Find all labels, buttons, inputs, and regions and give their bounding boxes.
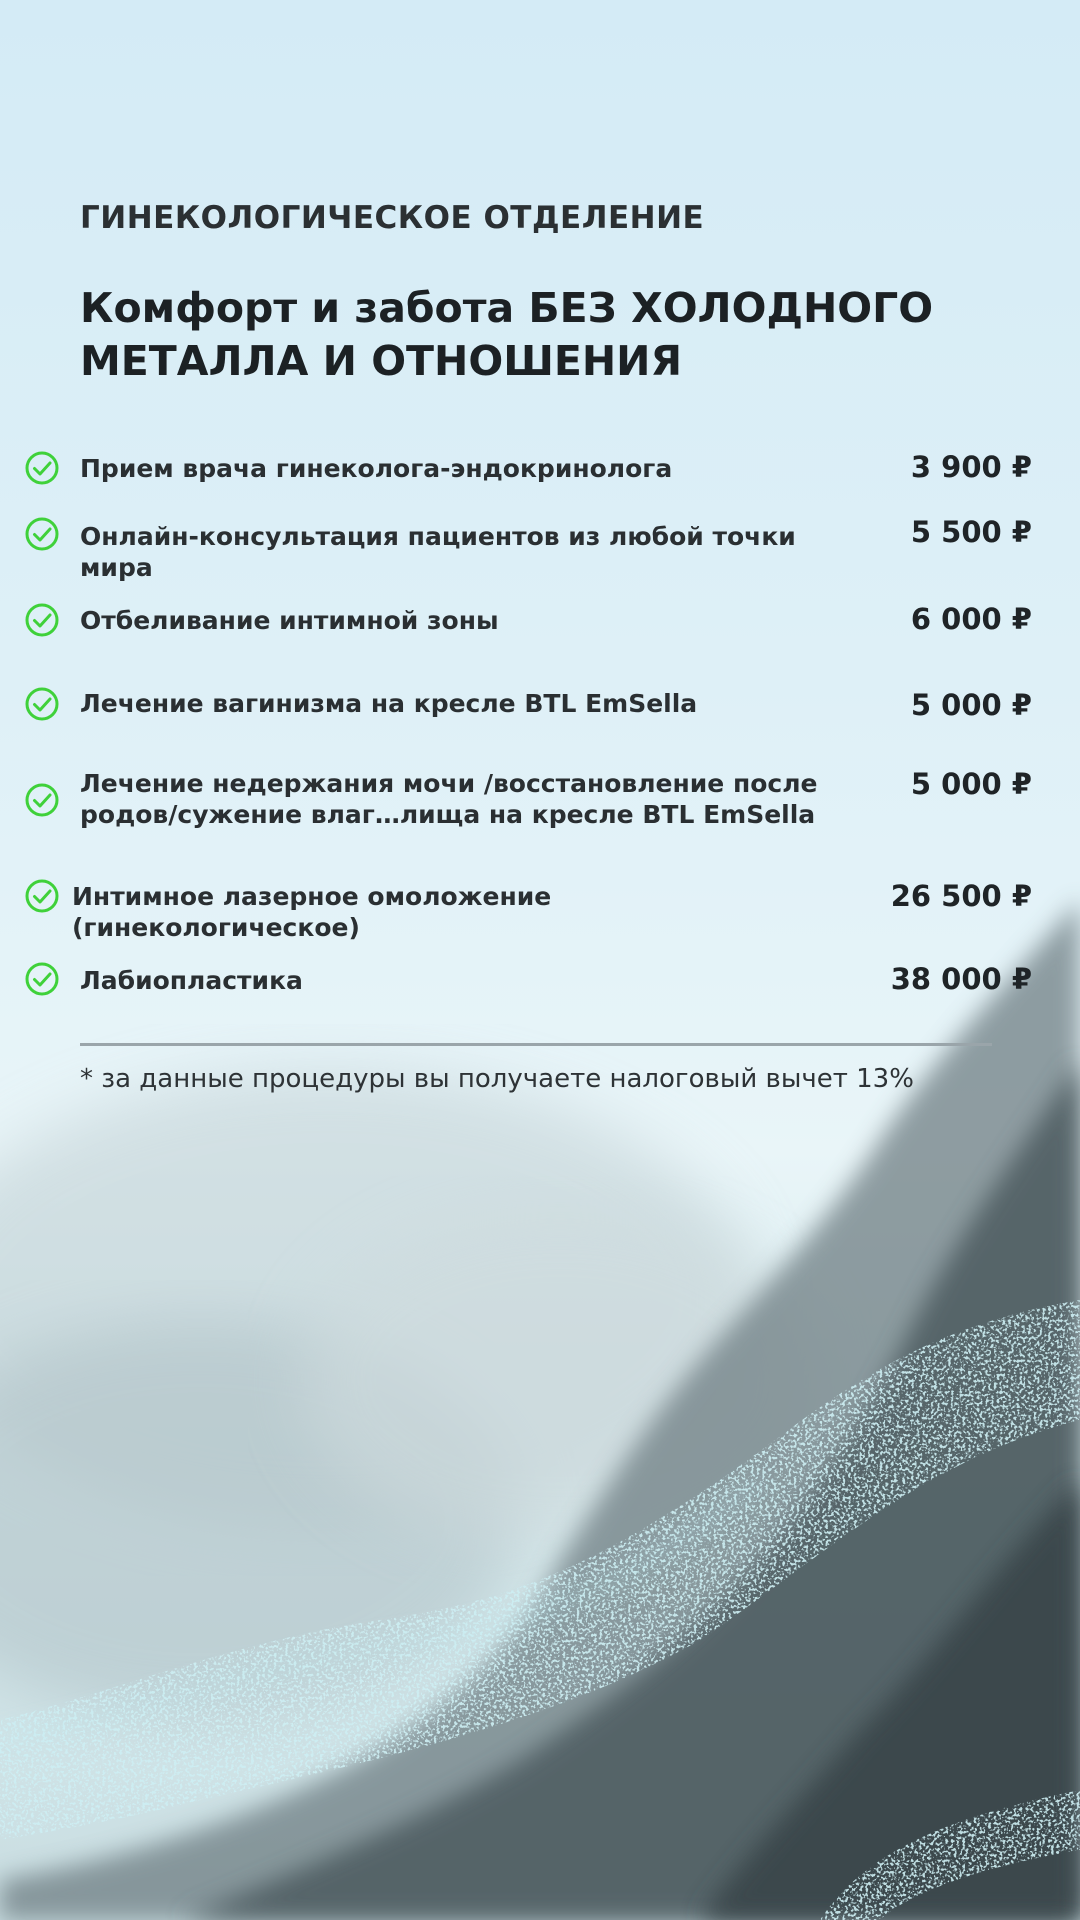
check-circle-icon bbox=[24, 878, 60, 914]
service-price: 3 900 ₽ bbox=[910, 450, 1032, 484]
service-name: Интимное лазерное омоложение (гинекологическое) bbox=[72, 882, 552, 942]
service-price: 5 000 ₽ bbox=[910, 767, 1032, 801]
page-title bbox=[80, 282, 980, 388]
check-circle-icon bbox=[24, 686, 60, 722]
service-name-line-1: Лечение недержания мочи /восстановление после bbox=[80, 769, 818, 798]
check-circle-icon bbox=[24, 516, 60, 552]
check-circle-icon bbox=[24, 602, 60, 638]
service-price: 5 000 ₽ bbox=[910, 688, 1032, 722]
service-name bbox=[80, 768, 840, 830]
section-eyebrow: ГИНЕКОЛОГИЧЕСКОЕ ОТДЕЛЕНИЕ bbox=[80, 200, 705, 236]
service-name: Прием врача гинеколога-эндокринолога bbox=[80, 454, 673, 483]
service-price: 6 000 ₽ bbox=[910, 602, 1032, 636]
service-price: 5 500 ₽ bbox=[910, 515, 1032, 549]
service-price: 26 500 ₽ bbox=[890, 879, 1032, 913]
page-title-line-2: МЕТАЛЛА И ОТНОШЕНИЯ bbox=[80, 337, 683, 385]
service-name: Лабиопластика bbox=[80, 966, 303, 995]
service-name-line-2: родов/сужение влаг…лища на кресле BTL EmSella bbox=[80, 800, 816, 829]
check-circle-icon bbox=[24, 782, 60, 818]
service-name: Онлайн-консультация пациентов из любой точки мира bbox=[80, 522, 796, 582]
service-price: 38 000 ₽ bbox=[890, 962, 1032, 996]
divider bbox=[80, 1043, 992, 1046]
service-name: Отбеливание интимной зоны bbox=[80, 606, 499, 635]
check-circle-icon bbox=[24, 961, 60, 997]
tax-deduction-note: * за данные процедуры вы получаете налоговый вычет 13% bbox=[80, 1064, 914, 1094]
service-name: Лечение вагинизма на кресле BTL EmSella bbox=[80, 689, 698, 718]
page-title-line-1: Комфорт и забота БЕЗ ХОЛОДНОГО bbox=[80, 284, 934, 332]
check-circle-icon bbox=[24, 450, 60, 486]
